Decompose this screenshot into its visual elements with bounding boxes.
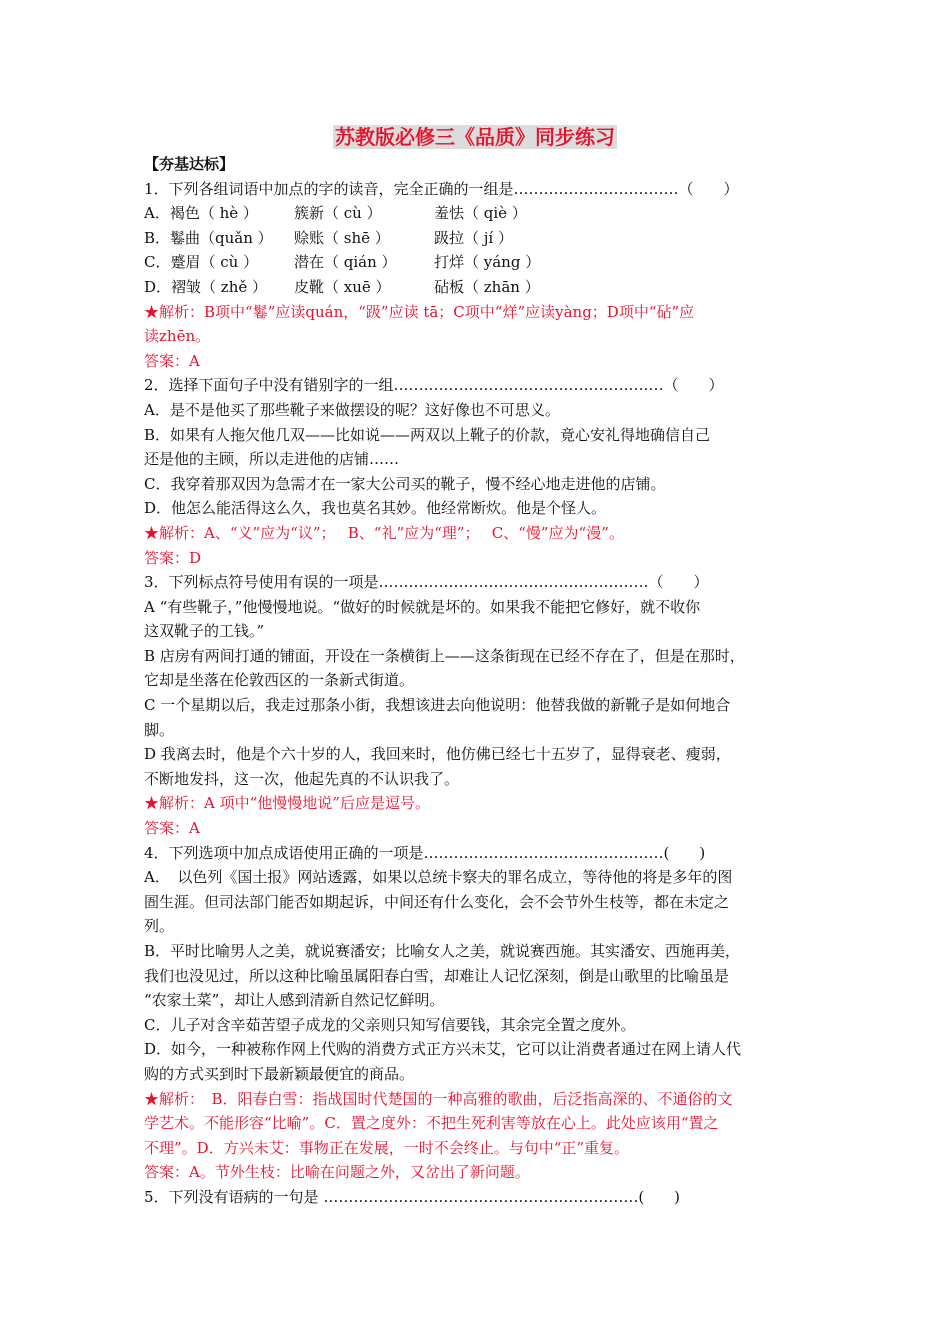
question-3-option-d-cont: 不断地发抖，这一次，他起先真的不认识我了。 [144, 769, 460, 788]
question-4-answer: 答案：A。节外生枝：比喻在问题之外，又岔出了新问题。 [144, 1163, 530, 1182]
question-3-option-a: A “有些靴子，”他慢慢地说。“做好的时候就是坏的。如果我不能把它修好，就不收你 [144, 597, 701, 616]
question-1-option-c: C．蹙眉（ cù ） 潜在（ qián ） 打烊（ yáng ） [144, 253, 541, 272]
question-1-stem: 1．下列各组词语中加点的字的读音，完全正确的一组是……………………………（ ） [144, 179, 739, 198]
question-4-option-a-cont: 圄生涯。但司法部门能否如期起诉，中间还有什么变化，会不会节外生枝等，都在未定之 [144, 892, 730, 911]
question-3-option-c: C 一个星期以后，我走过那条小街，我想该进去向他说明：他替我做的新靴子是如何地合 [144, 696, 731, 715]
question-2-option-a: A．是不是他买了那些靴子来做摆设的呢？这好像也不可思义。 [144, 400, 560, 419]
question-5-stem: 5．下列没有语病的一句是 ………………………………………………………( ) [144, 1187, 681, 1206]
question-2-option-c: C．我穿着那双因为急需才在一家大公司买的靴子，慢不经心地走进他的店铺。 [144, 474, 666, 493]
question-4-stem: 4．下列选项中加点成语使用正确的一项是…………………………………………( ) [144, 843, 706, 862]
question-3-option-c-cont: 脚。 [144, 720, 175, 739]
question-4-option-b-cont: 我们也没见过，所以这种比喻虽属阳春白雪，却难让人记忆深刻，倒是山歌里的比喻虽是 [144, 966, 730, 985]
question-4-option-d-cont: 购的方式买到时下最新颖最便宜的商品。 [144, 1064, 415, 1083]
question-1-option-d: D．褶皱（ zhě ） 皮靴（ xuē ） 砧板（ zhān ） [144, 277, 540, 296]
question-4-option-a: A． 以色列《国土报》网站透露，如果以总统卡察夫的罪名成立，等待他的将是多年的图 [144, 868, 733, 887]
question-2-option-d: D．他怎么能活得这么久，我也莫名其妙。他经常断炊。他是个怪人。 [144, 499, 607, 518]
question-1-option-a: A．褐色（ hè ） 簇新（ cù ） 羞怯（ qiè ） [144, 204, 527, 223]
question-4-analysis: ★解析： B．阳春白雪：指战国时代楚国的一种高雅的歌曲，后泛指高深的、不通俗的文 [144, 1089, 733, 1108]
question-2-option-b: B．如果有人拖欠他几双——比如说——两双以上靴子的价款，竟心安礼得地确信自己 [144, 425, 711, 444]
question-4-option-a-cont2: 列。 [144, 917, 175, 936]
document-title: 苏教版必修三《品质》同步练习 [335, 125, 615, 149]
question-3-option-b: B 店房有两间打通的铺面，开设在一条横街上——这条街现在已经不存在了，但是在那时， [144, 646, 745, 665]
question-4-option-b: B．平时比喻男人之美，就说赛潘安；比喻女人之美，就说赛西施。其实潘安、西施再美， [144, 942, 741, 960]
question-3-option-a-cont: 这双靴子的工钱。” [144, 622, 265, 641]
question-4-option-c: C．儿子对含辛茹苦望子成龙的父亲则只知写信要钱，其余完全置之度外。 [144, 1015, 636, 1034]
question-2-analysis: ★解析：A、“义”应为“议”； B、“礼”应为“理”； C、“慢”应为“漫”。 [144, 523, 624, 542]
question-4-analysis-cont2: 不理”。D．方兴未艾：事物正在发展，一时不会终止。与句中“正”重复。 [144, 1138, 630, 1157]
question-1-option-b: B．鬈曲（quǎn ） 赊账（ shē ） 趿拉（ jí ） [144, 228, 513, 247]
question-3-option-d: D 我离去时，他是个六十岁的人，我回来时，他仿佛已经七十五岁了，显得衰老、瘦弱， [144, 745, 731, 764]
question-4-option-b-cont2: “农家土菜”，却让人感到清新自然记忆鲜明。 [144, 991, 445, 1010]
question-1-analysis-cont: 读zhēn。 [144, 327, 211, 346]
question-1-analysis: ★解析：B项中“鬈”应读quán，“趿”应读 tā；C项中“烊”应读yàng；D项中“砧”应 [144, 302, 695, 321]
question-3-analysis: ★解析：A 项中“他慢慢地说”后应是逗号。 [144, 794, 430, 813]
question-4-analysis-cont: 学艺术。不能形容“比喻”。C．置之度外：不把生死利害等放在心上。此处应该用“置之 [144, 1114, 719, 1133]
question-4-option-d: D．如今，一种被称作网上代购的消费方式正方兴未艾，它可以让消费者通过在网上请人代 [144, 1040, 742, 1059]
question-3-option-b-cont: 它却是坐落在伦敦西区的一条新式街道。 [144, 671, 415, 690]
question-2-answer: 答案：D [144, 548, 202, 567]
document-body [144, 152, 814, 1210]
question-3-stem: 3．下列标点符号使用有误的一项是………………………………………………（ ） [144, 573, 709, 592]
question-1-answer: 答案：A [144, 351, 200, 370]
question-2-option-b-cont: 还是他的主顾，所以走进他的店铺…… [144, 450, 400, 469]
question-2-stem: 2．选择下面句子中没有错别字的一组………………………………………………（ ） [144, 376, 724, 395]
section-heading: 【夯基达标】 [144, 155, 235, 173]
question-3-answer: 答案：A [144, 819, 200, 838]
